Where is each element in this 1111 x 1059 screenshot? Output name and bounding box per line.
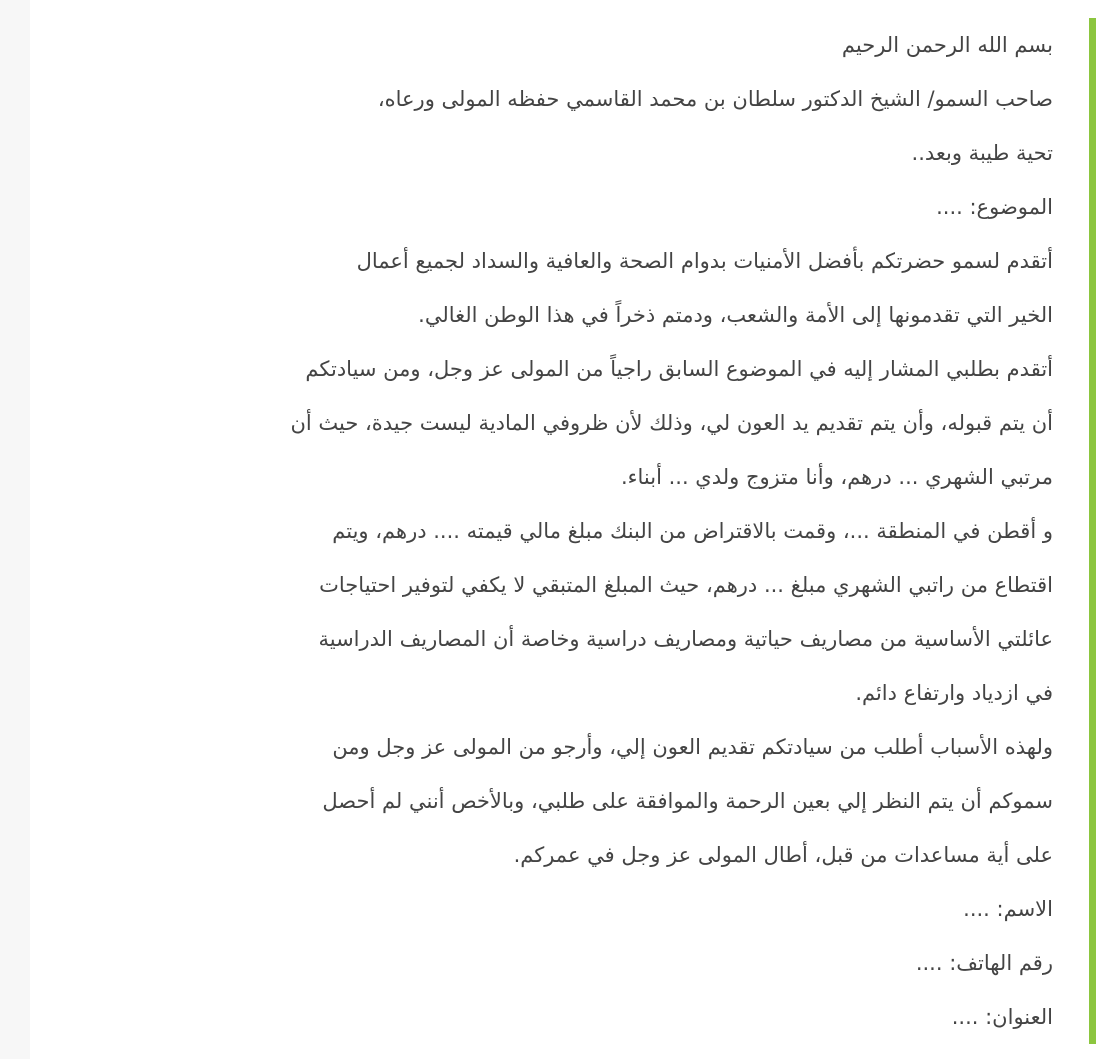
letter-paragraph-2-line-2: أن يتم قبوله، وأن يتم تقديم يد العون لي، وذلك لأن ظروفي المادية ليست جيدة، حيث أن: [290, 411, 1053, 435]
letter-paragraph-3-line-2: اقتطاع من راتبي الشهري مبلغ ... درهم، حيث المبلغ المتبقي لا يكفي لتوفير احتياجات: [319, 573, 1053, 597]
letter-greeting: تحية طيبة وبعد..: [911, 141, 1053, 165]
letter-paragraph-4-line-1: ولهذه الأسباب أطلب من سيادتكم تقديم العون إلي، وأرجو من المولى عز وجل ومن: [332, 735, 1053, 759]
letter-body: [30, 18, 1096, 1044]
letter-paragraph-3-line-1: و أقطن في المنطقة ...، وقمت بالاقتراض من البنك مبلغ مالي قيمته .... درهم، ويتم: [332, 519, 1053, 543]
letter-paragraph-1-line-2: الخير التي تقدمونها إلى الأمة والشعب، ودمتم ذخراً في هذا الوطن الغالي.: [418, 303, 1053, 327]
letter-paragraph-3-line-4: في ازدياد وارتفاع دائم.: [855, 681, 1053, 705]
letter-paragraph-2-line-1: أتقدم بطلبي المشار إليه في الموضوع السابق راجياً من المولى عز وجل، ومن سيادتكم: [305, 357, 1053, 381]
letter-paragraph-4-line-2: سموكم أن يتم النظر إلي بعين الرحمة والموافقة على طلبي، وبالأخص أنني لم أحصل: [322, 789, 1053, 813]
letter-address-field: العنوان: ....: [951, 1005, 1053, 1029]
letter-name-field: الاسم: ....: [963, 897, 1053, 921]
letter-paragraph-2-line-3: مرتبي الشهري ... درهم، وأنا متزوج ولدي ... أبناء.: [620, 465, 1053, 489]
letter-subject: الموضوع: ....: [936, 195, 1053, 219]
document-page: [30, 0, 1111, 1059]
letter-paragraph-3-line-3: عائلتي الأساسية من مصاريف حياتية ومصاريف دراسية وخاصة أن المصاريف الدراسية: [318, 627, 1053, 651]
letter-paragraph-1-line-1: أتقدم لسمو حضرتكم بأفضل الأمنيات بدوام الصحة والعافية والسداد لجميع أعمال: [356, 249, 1053, 273]
letter-basmala: بسم الله الرحمن الرحيم: [841, 33, 1053, 57]
letter-paragraph-4-line-3: على أية مساعدات من قبل، أطال المولى عز وجل في عمركم.: [513, 843, 1053, 867]
letter-phone-field: رقم الهاتف: ....: [915, 951, 1053, 975]
letter-addressee: صاحب السمو/ الشيخ الدكتور سلطان بن محمد القاسمي حفظه المولى ورعاه،: [377, 87, 1053, 111]
